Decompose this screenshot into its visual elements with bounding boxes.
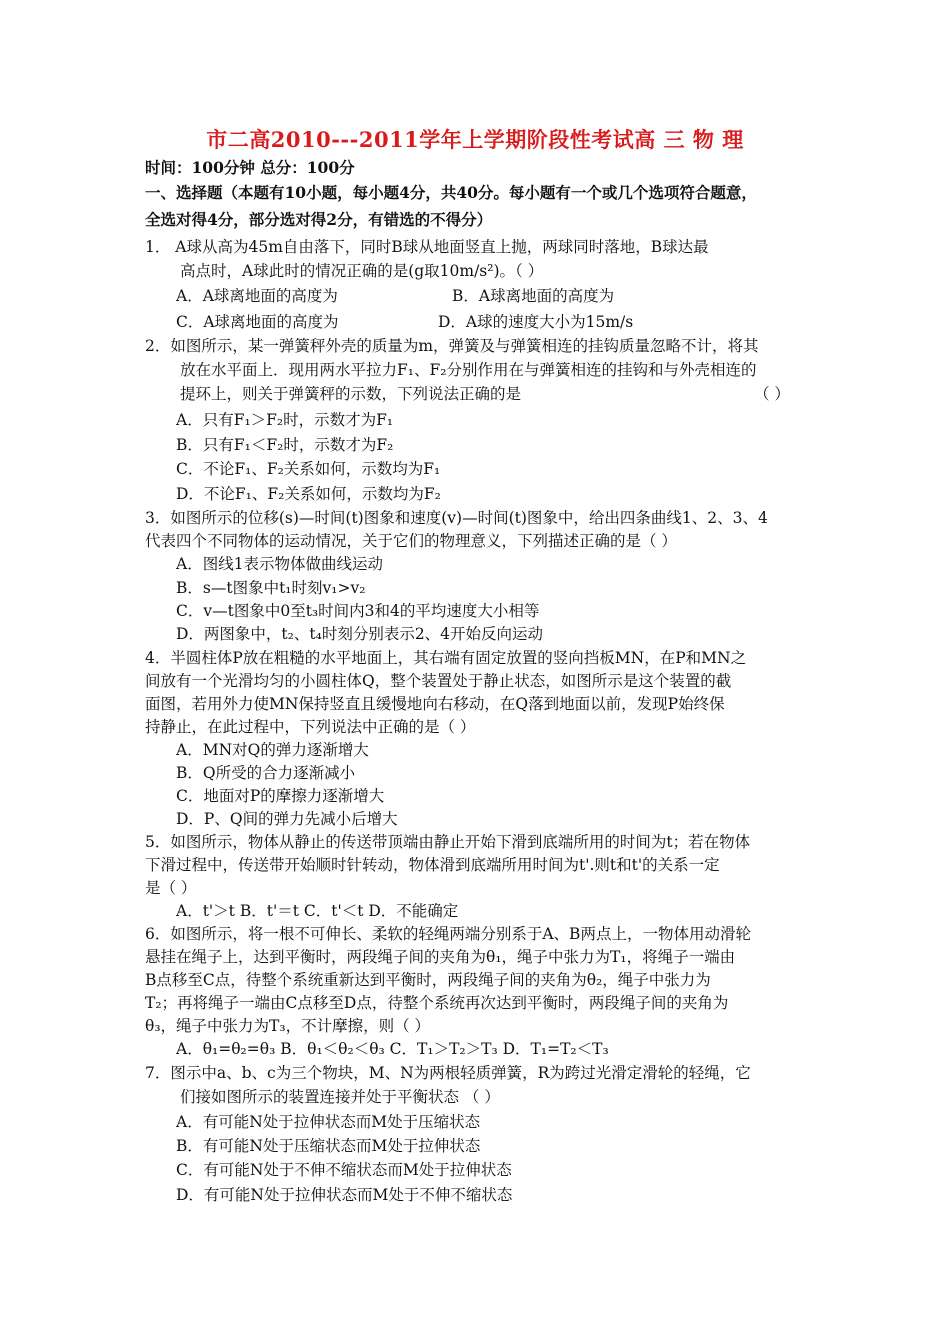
q5-line1: 5．如图所示，物体从静止的传送带顶端由静止开始下滑到底端所用的时间为t；若在物体 <box>145 833 751 851</box>
q7-option-c: C．有可能N处于不伸不缩状态而M处于拉伸状态 <box>176 1161 512 1179</box>
q2-line2: 放在水平面上．现用两水平拉力F₁、F₂分别作用在与弹簧相连的挂钩和与外壳相连的 <box>180 361 757 379</box>
q3-line1: 3．如图所示的位移(s)—时间(t)图象和速度(v)—时间(t)图象中，给出四条曲线1、2、3、4 <box>145 509 768 527</box>
q6-line3: B点移至C点，待整个系统重新达到平衡时，两段绳子间的夹角为θ₂，绳子中张力为 <box>145 971 711 989</box>
q4-option-a: A．MN对Q的弹力逐渐增大 <box>176 741 369 759</box>
q3-line2: 代表四个不同物体的运动情况，关于它们的物理意义，下列描述正确的是（ ） <box>145 532 677 550</box>
q6-line4: T₂；再将绳子一端由C点移至D点，待整个系统再次达到平衡时，两段绳子间的夹角为 <box>145 994 729 1012</box>
q4-option-d: D．P、Q间的弹力先减小后增大 <box>176 810 398 828</box>
q1-option-c: C．A球离地面的高度为 <box>176 313 339 331</box>
q4-line3: 面图，若用外力使MN保持竖直且缓慢地向右移动，在Q落到地面以前，发现P始终保 <box>145 695 725 713</box>
q2-option-c: C．不论F₁、F₂关系如何，示数均为F₁ <box>176 460 441 478</box>
q4-line4: 持静止，在此过程中，下列说法中正确的是（ ） <box>145 718 476 736</box>
q1-option-d: D．A球的速度大小为15m/s <box>438 313 634 331</box>
q4-option-c: C．地面对P的摩擦力逐渐增大 <box>176 787 385 805</box>
section-instructions-line2: 全选对得4分，部分选对得2分，有错选的不得分） <box>145 210 493 229</box>
q3-option-b: B．s—t图象中t₁时刻v₁>v₂ <box>176 579 366 597</box>
q2-option-b: B．只有F₁＜F₂时，示数才为F₂ <box>176 436 394 454</box>
q6-options: A．θ₁=θ₂=θ₃ B．θ₁＜θ₂＜θ₃ C．T₁＞T₂＞T₃ D．T₁=T₂＜T₃ <box>176 1040 609 1058</box>
q7-line2: 们接如图所示的装置连接并处于平衡状态 （ ） <box>180 1088 500 1106</box>
q2-line1: 2．如图所示，某一弹簧秤外壳的质量为m，弹簧及与弹簧相连的挂钩质量忽略不计，将其 <box>145 337 759 355</box>
time-info: 时间：100分钟 总分：100分 <box>145 158 355 177</box>
q7-line1: 7．图示中a、b、c为三个物块，M、N为两根轻质弹簧，R为跨过光滑定滑轮的轻绳，它 <box>145 1064 751 1082</box>
q1-line2: 高点时，A球此时的情况正确的是(g取10m/s²)。（ ） <box>180 262 544 280</box>
q4-line1: 4．半圆柱体P放在粗糙的水平地面上，其右端有固定放置的竖向挡板MN，在P和MN之 <box>145 649 747 667</box>
section-instructions-line1: 一、选择题（本题有10小题，每小题4分，共40分。每小题有一个或几个选项符合题意， <box>145 183 757 202</box>
q7-option-d: D．有可能N处于拉伸状态而M处于不伸不缩状态 <box>176 1186 513 1204</box>
q4-line2: 间放有一个光滑均匀的小圆柱体Q，整个装置处于静止状态，如图所示是这个装置的截 <box>145 672 732 690</box>
q6-line5: θ₃，绳子中张力为T₃，不计摩擦，则（ ） <box>145 1017 431 1035</box>
q1-option-a: A．A球离地面的高度为 <box>176 287 338 305</box>
q1-option-b: B．A球离地面的高度为 <box>452 287 615 305</box>
q2-option-d: D．不论F₁、F₂关系如何，示数均为F₂ <box>176 485 441 503</box>
q6-line2: 悬挂在绳子上，达到平衡时，两段绳子间的夹角为θ₁，绳子中张力为T₁，将绳子一端由 <box>145 948 736 966</box>
q2-line3: 提环上，则关于弹簧秤的示数，下列说法正确的是 <box>180 385 522 403</box>
q2-option-a: A．只有F₁＞F₂时，示数才为F₁ <box>176 411 394 429</box>
q5-options: A．t'＞t B．t'＝t C．t'＜t D．不能确定 <box>176 902 459 920</box>
q1-line1: 1． A球从高为45m自由落下，同时B球从地面竖直上抛，两球同时落地，B球达最 <box>145 238 709 256</box>
q5-line3: 是（ ） <box>145 879 197 897</box>
q3-option-a: A．图线1表示物体做曲线运动 <box>176 555 384 573</box>
q7-option-b: B．有可能N处于压缩状态而M处于拉伸状态 <box>176 1137 481 1155</box>
q4-option-b: B．Q所受的合力逐渐减小 <box>176 764 356 782</box>
q3-option-d: D．两图象中，t₂、t₄时刻分别表示2、4开始反向运动 <box>176 625 544 643</box>
q5-line2: 下滑过程中，传送带开始顺时针转动，物体滑到底端所用时间为t'.则t和t'的关系一定 <box>145 856 720 874</box>
q2-answer-bracket: （ ） <box>754 385 790 403</box>
q6-line1: 6．如图所示，将一根不可伸长、柔软的轻绳两端分别系于A、B两点上，一物体用动滑轮 <box>145 925 751 943</box>
q3-option-c: C．v—t图象中0至t₃时间内3和4的平均速度大小相等 <box>176 602 540 620</box>
q7-option-a: A．有可能N处于拉伸状态而M处于压缩状态 <box>176 1113 481 1131</box>
page-title: 市二高2010---2011学年上学期阶段性考试高 三 物 理 <box>206 127 744 152</box>
